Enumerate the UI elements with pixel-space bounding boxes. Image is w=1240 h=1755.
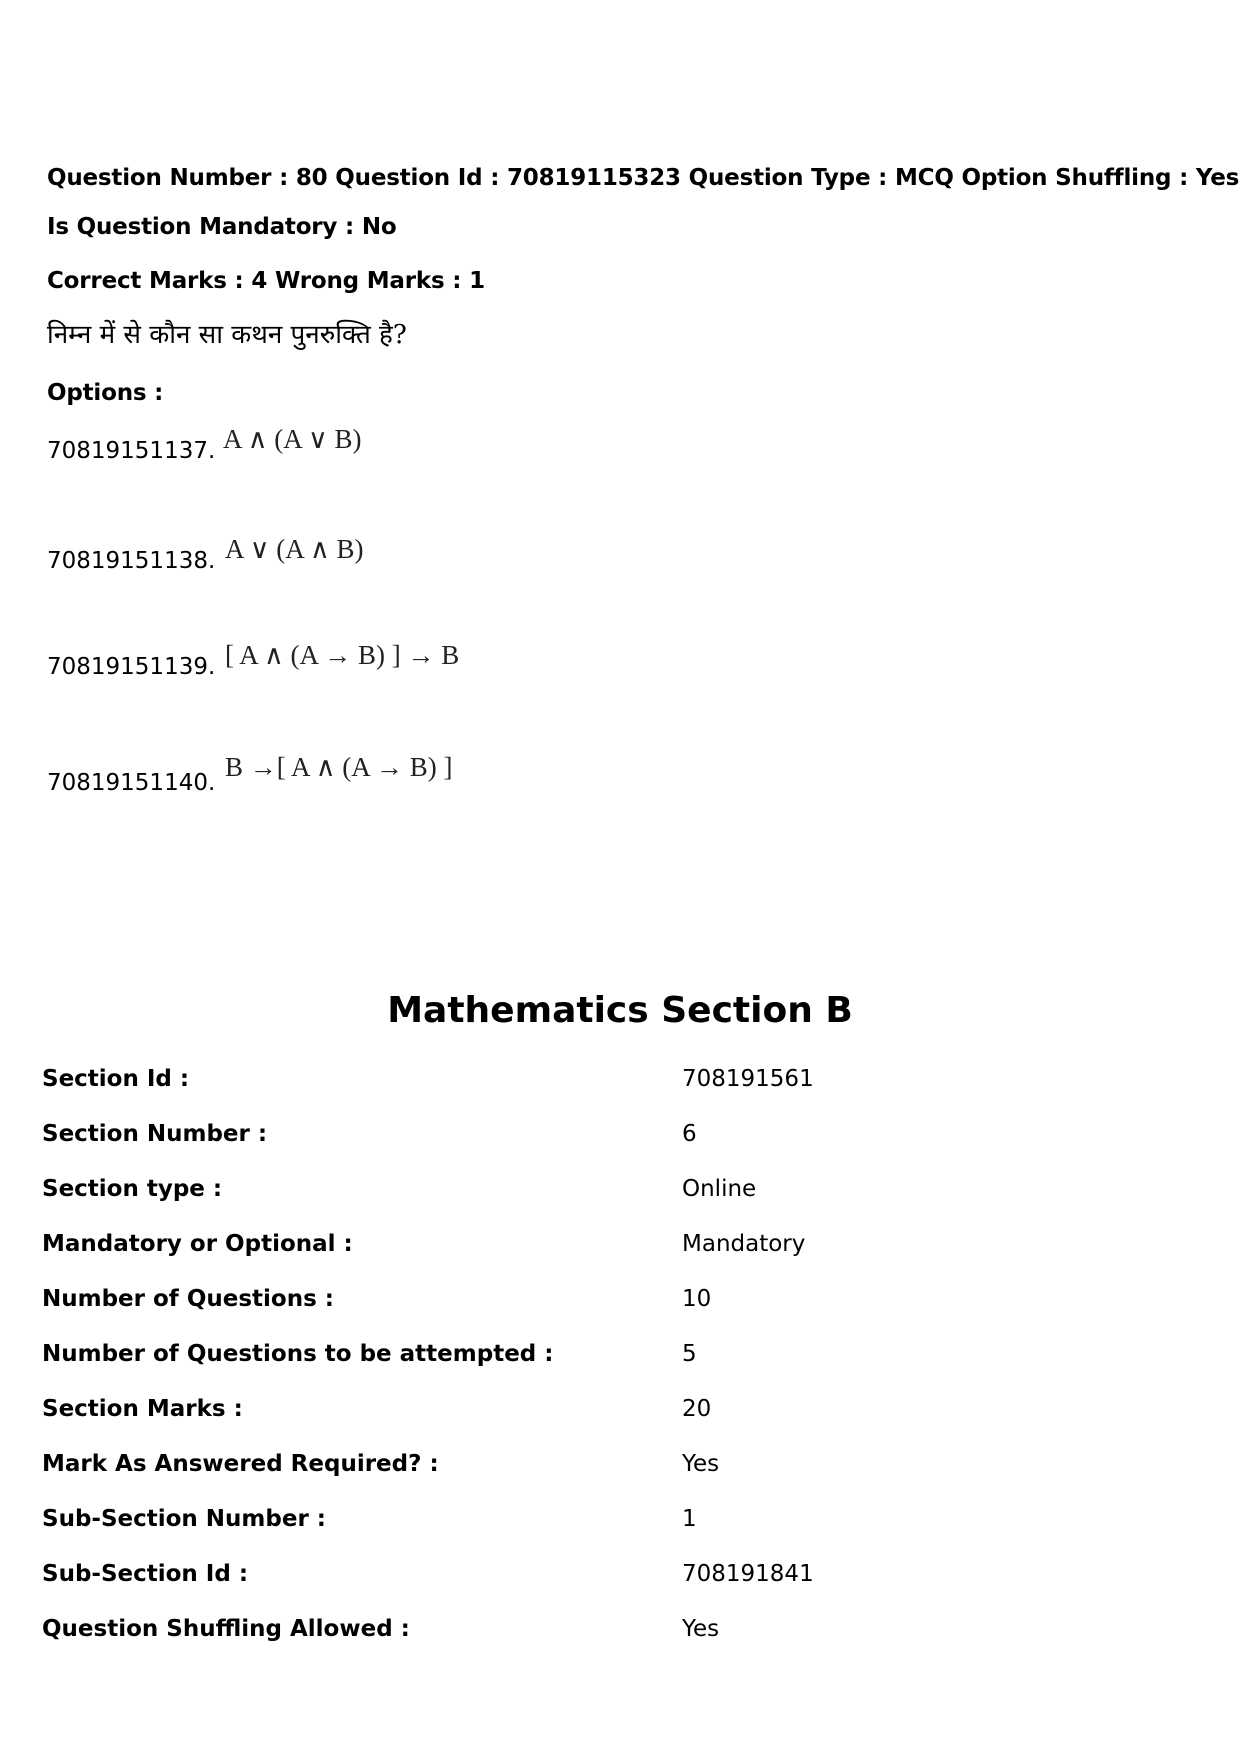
row-value: 6: [682, 1121, 697, 1147]
option-expression: A ∨ (A ∧ B): [225, 534, 364, 564]
number-of-questions-row: [42, 1286, 1192, 1326]
option-item[interactable]: [47, 420, 647, 480]
row-label: Number of Questions :: [42, 1286, 334, 1312]
row-label: Mandatory or Optional :: [42, 1231, 353, 1257]
mandatory-or-optional-row: [42, 1231, 1192, 1271]
option-item[interactable]: [47, 752, 647, 812]
section-type-row: [42, 1176, 1192, 1216]
question-marks-line: Correct Marks : 4 Wrong Marks : 1: [47, 268, 485, 294]
row-value: 10: [682, 1286, 712, 1312]
option-item[interactable]: [47, 636, 647, 696]
question-shuffling-row: [42, 1616, 1192, 1656]
option-expression: B →[ A ∧ (A → B) ]: [225, 752, 453, 782]
row-value: 20: [682, 1396, 712, 1422]
sub-section-id-row: [42, 1561, 1192, 1601]
row-value: 1: [682, 1506, 697, 1532]
option-id: 70819151139.: [47, 654, 216, 680]
question-text: निम्न में से कौन सा कथन पुनरुक्ति है?: [47, 320, 407, 350]
section-number-row: [42, 1121, 1192, 1161]
option-id: 70819151138.: [47, 548, 216, 574]
row-value: Online: [682, 1176, 757, 1202]
row-label: Section Id :: [42, 1066, 190, 1092]
row-label: Section Marks :: [42, 1396, 243, 1422]
option-item[interactable]: [47, 530, 647, 590]
section-id-row: [42, 1066, 1192, 1106]
options-label: Options :: [47, 380, 164, 406]
row-value: Mandatory: [682, 1231, 806, 1257]
row-label: Number of Questions to be attempted :: [42, 1341, 554, 1367]
section-title: Mathematics Section B: [387, 990, 853, 1031]
row-label: Sub-Section Id :: [42, 1561, 249, 1587]
row-value: Yes: [682, 1616, 720, 1642]
row-label: Mark As Answered Required? :: [42, 1451, 439, 1477]
row-label: Section type :: [42, 1176, 223, 1202]
row-value: 708191561: [682, 1066, 814, 1092]
row-label: Section Number :: [42, 1121, 268, 1147]
row-value: Yes: [682, 1451, 720, 1477]
row-label: Sub-Section Number :: [42, 1506, 327, 1532]
option-expression: [ A ∧ (A → B) ] → B: [225, 640, 460, 670]
questions-to-attempt-row: [42, 1341, 1192, 1381]
section-marks-row: [42, 1396, 1192, 1436]
question-header-line: Question Number : 80 Question Id : 70819115323 Question Type : MCQ Option Shuffling : Yes: [47, 165, 1240, 191]
row-value: 708191841: [682, 1561, 814, 1587]
sub-section-number-row: [42, 1506, 1192, 1546]
row-value: 5: [682, 1341, 697, 1367]
option-id: 70819151140.: [47, 770, 216, 796]
option-expression: A ∧ (A ∨ B): [223, 424, 362, 454]
row-label: Question Shuffling Allowed :: [42, 1616, 410, 1642]
mark-as-answered-row: [42, 1451, 1192, 1491]
question-mandatory-line: Is Question Mandatory : No: [47, 214, 397, 240]
option-id: 70819151137.: [47, 438, 216, 464]
